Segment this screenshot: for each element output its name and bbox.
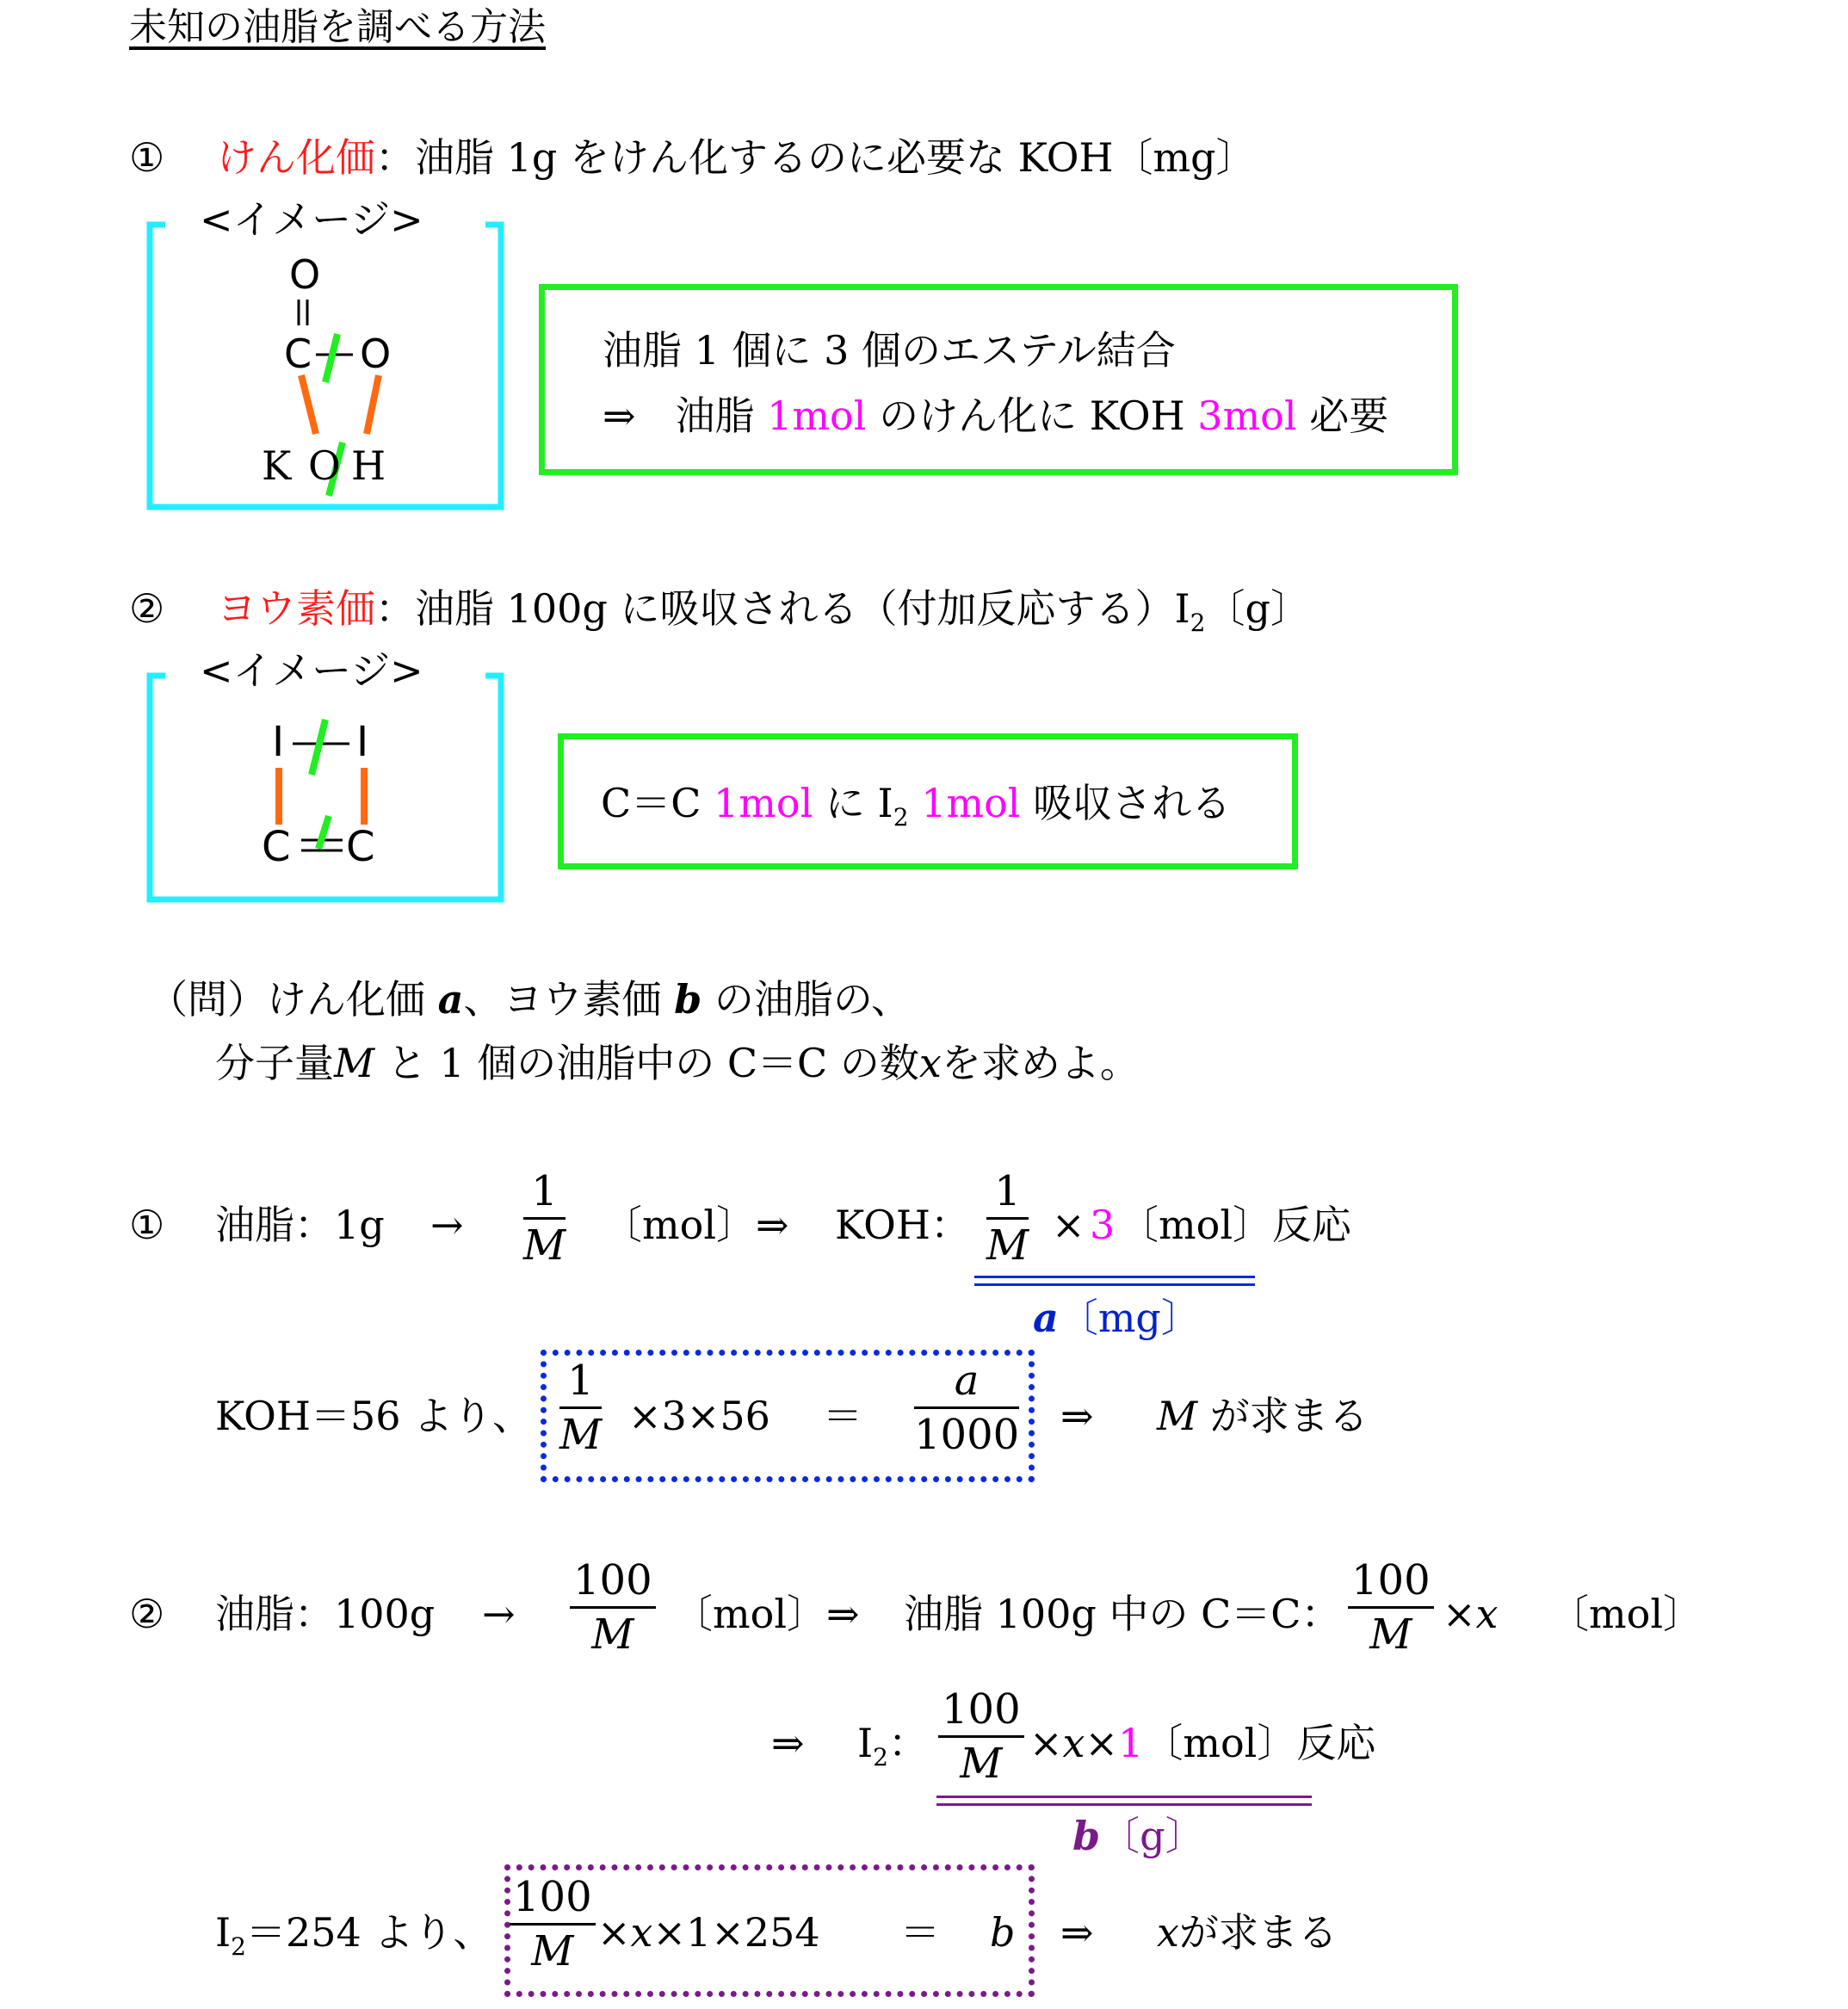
atom-c-right: C xyxy=(346,823,375,871)
calc2-eq-var: x xyxy=(1157,1909,1179,1956)
calc1-koh: KOH： xyxy=(835,1202,970,1248)
calc2-l2-times2: × xyxy=(1085,1720,1119,1766)
section1-term: けん化価 xyxy=(217,134,375,181)
note2-b: 1mol xyxy=(714,780,813,826)
q1-b: 、ヨウ素価 xyxy=(463,976,675,1023)
q1-var-a: a xyxy=(437,976,464,1023)
calc1-frac2-den: M xyxy=(986,1221,1029,1270)
calc2-eq-a xyxy=(215,1909,493,1962)
note1-line1: 油脂 1 個に 3 個のエステル結合 xyxy=(603,327,1176,374)
calc1-under-label xyxy=(1033,1295,1201,1341)
note2-text xyxy=(601,780,1232,832)
calc2-l2-unit: 〔mol〕反応 xyxy=(1143,1720,1376,1766)
calc2-l2-one: 1 xyxy=(1118,1720,1144,1766)
calc2-l2-i: I xyxy=(857,1720,874,1766)
atom-c-left: C xyxy=(262,823,291,871)
note2-sub: 2 xyxy=(893,803,909,832)
q2-b: と 1 個の油脂中の C＝C の数 xyxy=(374,1040,919,1086)
calc2-eq-equals: ＝ xyxy=(900,1909,940,1956)
calc2-eq-arrow: ⇒ xyxy=(1060,1909,1094,1956)
calc2-under-label xyxy=(1072,1813,1205,1859)
calc2-l2-x: x xyxy=(1062,1720,1085,1766)
atom-c: C xyxy=(284,331,312,377)
calc2-times: × xyxy=(1443,1591,1476,1637)
calc2-eq-text: ＝254 より、 xyxy=(246,1909,493,1956)
calc1-under-unit: 〔mg〕 xyxy=(1058,1295,1201,1341)
calc2-l2-colon: ： xyxy=(888,1720,928,1766)
calc2-eq-frac-den: M xyxy=(531,1927,574,1975)
calc1-eq-frac1-num: 1 xyxy=(567,1357,594,1405)
calc1-under-var: a xyxy=(1033,1295,1059,1341)
calc2-frac1 xyxy=(570,1556,656,1659)
section2-def-b: 〔g〕 xyxy=(1205,585,1310,632)
calc2-l2-terms xyxy=(1029,1720,1376,1766)
section2-def-sub: 2 xyxy=(1190,609,1206,638)
calc2-eq-terms xyxy=(597,1909,820,1956)
calc2-l2-arrow: ⇒ xyxy=(771,1720,805,1766)
calc2-frac2-num: 100 xyxy=(1351,1556,1431,1604)
note1-line2-d: 3mol xyxy=(1197,393,1297,439)
q2-c: を求めよ。 xyxy=(941,1040,1140,1086)
question-line2 xyxy=(215,1040,1140,1086)
section2-definition xyxy=(375,585,1310,638)
calc1-three: 3 xyxy=(1090,1202,1116,1248)
calc1-label: 油脂：1g xyxy=(215,1202,385,1248)
calc2-eq-sub: 2 xyxy=(231,1932,246,1962)
image-label-1: <イメージ> xyxy=(200,196,423,243)
note1-line2-b: 1mol xyxy=(767,393,867,439)
frame-2-svg xyxy=(146,671,504,904)
note2-d xyxy=(909,780,922,826)
calc2-frac3-den: M xyxy=(960,1740,1003,1788)
image-frame-2 xyxy=(146,647,504,904)
calc2-eq-frac xyxy=(510,1873,596,1975)
calc2-unit2: 〔mol〕 xyxy=(1549,1591,1703,1637)
calc2-mid: 油脂 100g 中の C＝C： xyxy=(904,1591,1341,1637)
calc2-frac2 xyxy=(1348,1556,1434,1659)
calc2-l2-i2 xyxy=(857,1720,928,1772)
calc2-eq-var-b: b xyxy=(990,1909,1016,1956)
calc2-eq-b2: ×1×254 xyxy=(652,1909,820,1956)
q2-var-m: M xyxy=(334,1040,375,1086)
calc1-frac1-den: M xyxy=(523,1221,566,1270)
calc1-eq-a: KOH＝56 より、 xyxy=(215,1393,533,1439)
calc1-times: × xyxy=(1052,1202,1085,1248)
note1-line2-e: 必要 xyxy=(1296,393,1389,439)
calc1-frac2 xyxy=(986,1167,1029,1270)
calc1-eq-frac2 xyxy=(914,1357,1020,1459)
calc1-eq-frac1 xyxy=(559,1357,603,1459)
note2-e: 1mol xyxy=(921,780,1021,826)
calc1-eq-result xyxy=(1157,1393,1369,1439)
note1-line2 xyxy=(603,393,1389,439)
calc2-frac3 xyxy=(938,1685,1024,1788)
calc2-times-x xyxy=(1443,1591,1499,1637)
calc2-l2-times: × xyxy=(1029,1720,1063,1766)
section1-number: ① xyxy=(129,134,165,181)
note2-f: 吸収される xyxy=(1020,780,1232,826)
calc2-var-x: x xyxy=(1475,1591,1499,1637)
calc2-l2-sub: 2 xyxy=(873,1743,888,1772)
atom-o: O xyxy=(308,442,341,489)
image-label-2: <イメージ> xyxy=(200,647,423,694)
atom-i-left: I xyxy=(272,718,285,766)
calc1-arrow: → xyxy=(430,1202,464,1248)
calc2-eq-c: が求まる xyxy=(1178,1909,1338,1956)
calc2-frac2-den: M xyxy=(1369,1610,1412,1659)
calc1-eq-frac2-num: a xyxy=(954,1357,980,1405)
q1-var-b: b xyxy=(674,976,702,1023)
atom-i-right: I xyxy=(356,718,369,766)
calc2-eq-frac-num: 100 xyxy=(513,1873,592,1921)
atom-o-right: O xyxy=(360,331,392,377)
calc1-eq-equals: ＝ xyxy=(823,1393,862,1439)
calc1-eq-var: M xyxy=(1157,1393,1198,1439)
calc2-frac1-den: M xyxy=(591,1610,634,1659)
calc1-number: ① xyxy=(129,1202,165,1248)
atom-h: H xyxy=(351,442,386,489)
calc1-frac1-num: 1 xyxy=(531,1167,558,1215)
q2-a: 分子量 xyxy=(215,1040,334,1086)
calc1-frac1 xyxy=(523,1167,566,1270)
calc2-eq-b1: × xyxy=(597,1909,631,1956)
q1-a: （問）けん化価 xyxy=(148,976,438,1023)
section2-number: ② xyxy=(129,585,165,632)
calc2-arrow: → xyxy=(482,1591,516,1637)
section2-term: ヨウ素価 xyxy=(217,585,375,632)
calc1-eq-arrow: ⇒ xyxy=(1060,1393,1094,1439)
note1-line2-c: のけん化に KOH xyxy=(866,393,1198,439)
calc2-double-underline xyxy=(936,1796,1312,1806)
page-title: 未知の油脂を調べる方法 xyxy=(129,5,546,49)
q1-c: の油脂の、 xyxy=(701,976,912,1023)
section1-definition: ：油脂 1g をけん化するのに必要な KOH〔mg〕 xyxy=(375,134,1256,181)
calc2-unit1: 〔mol〕⇒ xyxy=(673,1591,860,1637)
calc1-eq-frac2-den: 1000 xyxy=(914,1411,1020,1459)
calc2-under-var: b xyxy=(1072,1813,1101,1859)
calc1-double-underline xyxy=(974,1276,1255,1286)
calc2-under-unit: 〔g〕 xyxy=(1100,1813,1205,1859)
note1-line2-a: ⇒ 油脂 xyxy=(603,393,768,439)
image-frame-1 xyxy=(146,196,504,511)
calc1-unit2: 〔mol〕反応 xyxy=(1119,1202,1352,1248)
calc1-frac2-num: 1 xyxy=(994,1167,1021,1215)
section2-def-a: ：油脂 100g に吸収される（付加反応する）I xyxy=(375,585,1190,632)
calc1-eq-frac1-den: M xyxy=(559,1411,603,1459)
calc2-frac3-num: 100 xyxy=(942,1685,1021,1734)
calc2-eq-x: x xyxy=(630,1909,653,1956)
calc1-eq-b: ×3×56 xyxy=(628,1393,770,1439)
question-line1 xyxy=(148,976,912,1023)
calc2-label: 油脂：100g xyxy=(215,1591,436,1637)
calc2-eq-i: I xyxy=(215,1909,232,1956)
calc2-frac1-num: 100 xyxy=(573,1556,652,1604)
calc2-eq-result xyxy=(1157,1909,1338,1956)
note2-a: C＝C xyxy=(601,780,714,826)
q2-var-x: x xyxy=(918,1040,942,1086)
note-box-1 xyxy=(539,284,1458,475)
note2-c: に I xyxy=(813,780,893,826)
atom-o-top: O xyxy=(289,251,321,298)
calc1-unit1: 〔mol〕⇒ xyxy=(603,1202,789,1248)
atom-k: K xyxy=(262,442,292,489)
calc2-number: ② xyxy=(129,1591,165,1637)
calc1-eq-c: が求まる xyxy=(1197,1393,1369,1439)
